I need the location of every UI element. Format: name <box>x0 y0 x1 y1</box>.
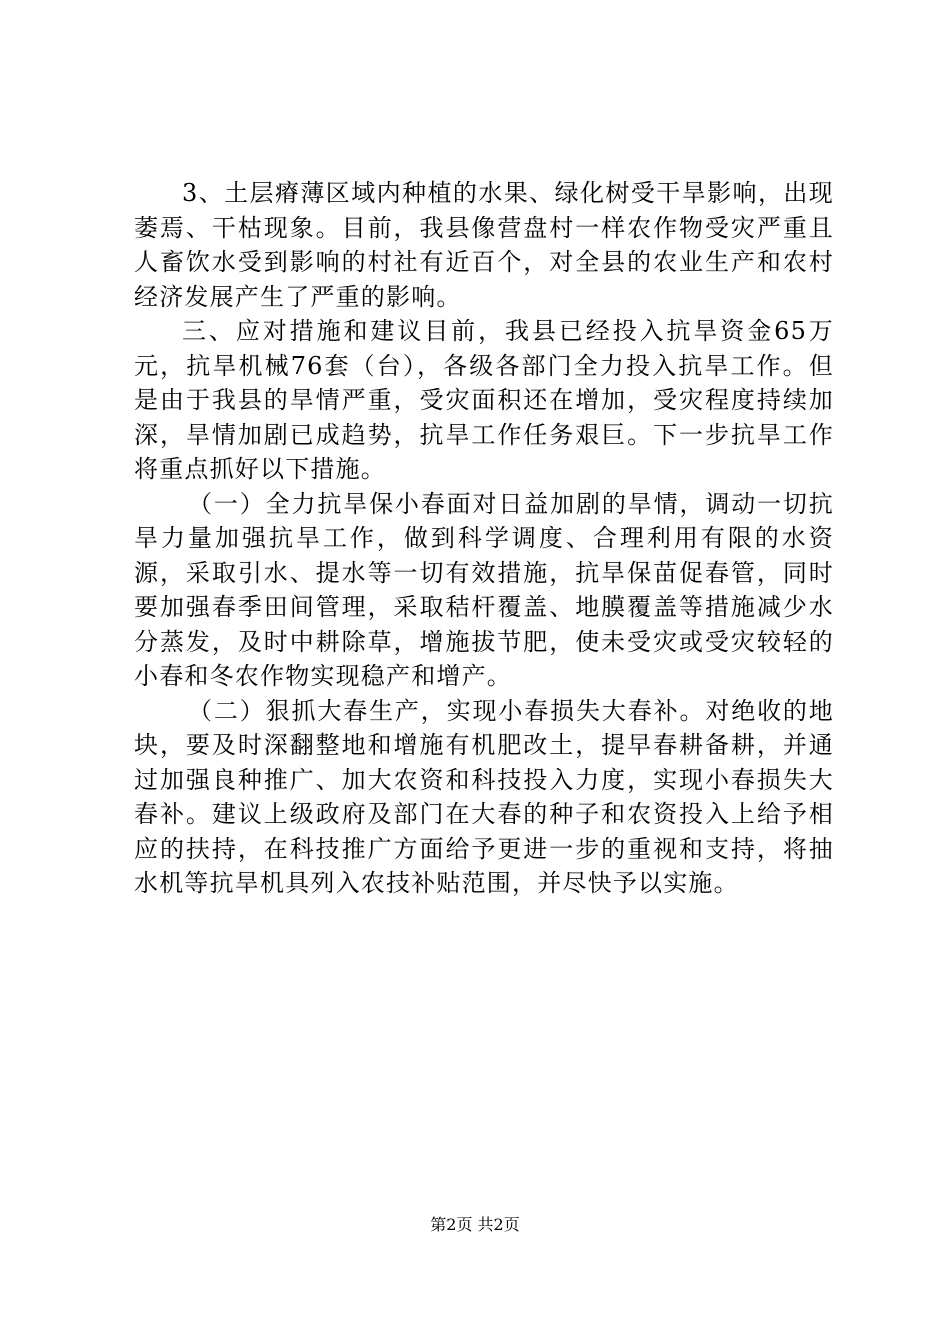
paragraph-measure-two: （二）狠抓大春生产，实现小春损失大春补。对绝收的地块，要及时深翻整地和增施有机肥改土，提早春耕备耕，并通过加强良种推广、加大农资和科技投入力度，实现小春损失大春补。建议上级政府及部门在大春的种子和农资投入上给予相应的扶持，在科技推广方面给予更进一步的重视和支持，将抽水机等抗旱机具列入农技补贴范围，并尽快予以实施。 <box>134 696 834 897</box>
paragraph-measure-one: （一）全力抗旱保小春面对日益加剧的旱情，调动一切抗旱力量加强抗旱工作，做到科学调度、合理利用有限的水资源，采取引水、提水等一切有效措施，抗旱保苗促春管，同时要加强春季田间管理，采取秸杆覆盖、地膜覆盖等措施减少水分蒸发，及时中耕除草，增施拔节肥，使未受灾或受灾较轻的小春和冬农作物实现稳产和增产。 <box>134 489 834 690</box>
paragraph-measures-intro: 三、应对措施和建议目前，我县已经投入抗旱资金65万元，抗旱机械76套（台），各级各部门全力投入抗旱工作。但是由于我县的旱情严重，受灾面积还在增加，受灾程度持续加深，旱情加剧已成趋势，抗旱工作任务艰巨。下一步抗旱工作将重点抓好以下措施。 <box>134 317 834 483</box>
page-footer: 第2页 共2页 <box>430 1215 520 1234</box>
document-body <box>134 176 834 901</box>
paragraph-drought-impact: 3、土层瘠薄区域内种植的水果、绿化树受干旱影响，出现萎焉、干枯现象。目前，我县像营盘村一样农作物受灾严重且人畜饮水受到影响的村社有近百个，对全县的农业生产和农村经济发展产生了严重的影响。 <box>134 179 834 311</box>
